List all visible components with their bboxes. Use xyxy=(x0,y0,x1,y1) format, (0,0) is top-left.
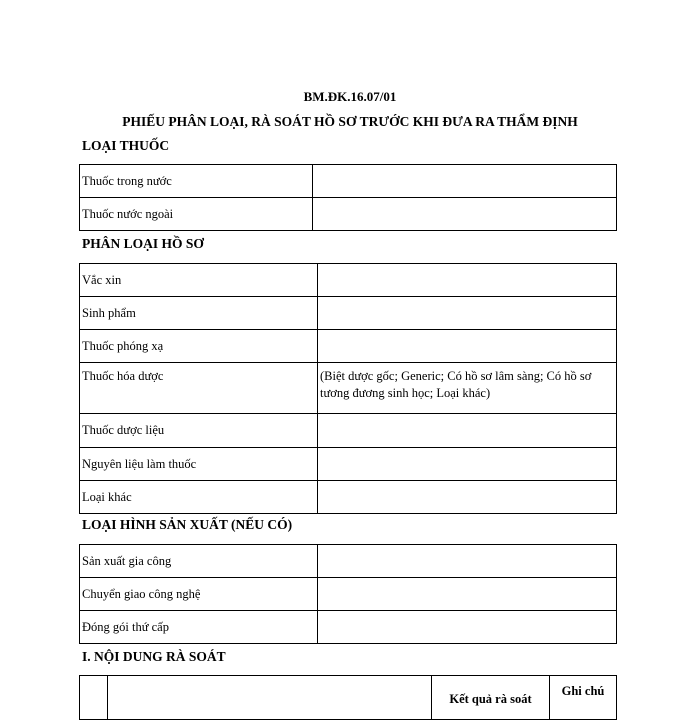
table-header-row xyxy=(80,676,617,720)
review-result-header: Kết quả rà soát xyxy=(432,676,550,720)
drug-type-label: Thuốc trong nước xyxy=(80,165,313,198)
production-type-value-field[interactable] xyxy=(318,545,617,578)
table-row xyxy=(80,481,617,514)
table-row xyxy=(80,363,617,414)
dossier-type-value-field[interactable] xyxy=(318,448,617,481)
dossier-type-table xyxy=(79,263,617,514)
dossier-type-value-field[interactable] xyxy=(318,481,617,514)
dossier-type-value-field[interactable] xyxy=(318,297,617,330)
drug-type-label: Thuốc nước ngoài xyxy=(80,198,313,231)
production-type-heading: LOẠI HÌNH SẢN XUẤT (NẾU CÓ) xyxy=(82,517,293,532)
review-table-header xyxy=(79,675,617,720)
table-row xyxy=(80,297,617,330)
form-title: PHIẾU PHÂN LOẠI, RÀ SOÁT HỒ SƠ TRƯỚC KHI ĐƯA RA THẨM ĐỊNH xyxy=(122,114,578,129)
dossier-type-label: Thuốc phóng xạ xyxy=(80,330,318,363)
drug-type-table xyxy=(79,164,617,231)
dossier-type-value-field[interactable]: (Biệt dược gốc; Generic; Có hồ sơ lâm sàng; Có hồ sơ tương đương sinh học; Loại khác) xyxy=(318,363,617,414)
drug-type-value-field[interactable] xyxy=(313,165,617,198)
table-row xyxy=(80,414,617,448)
dossier-type-value-field[interactable] xyxy=(318,414,617,448)
table-row xyxy=(80,611,617,644)
dossier-type-label: Nguyên liệu làm thuốc xyxy=(80,448,318,481)
table-row xyxy=(80,165,617,198)
review-content-heading: I. NỘI DUNG RÀ SOÁT xyxy=(82,649,226,664)
table-row xyxy=(80,448,617,481)
production-type-table xyxy=(79,544,617,644)
dossier-type-label: Thuốc dược liệu xyxy=(80,414,318,448)
review-index-cell xyxy=(80,676,108,720)
dossier-type-label: Sinh phẩm xyxy=(80,297,318,330)
production-type-label: Đóng gói thứ cấp xyxy=(80,611,318,644)
dossier-type-label: Thuốc hóa dược xyxy=(80,363,318,414)
table-row xyxy=(80,545,617,578)
dossier-type-value-field[interactable] xyxy=(318,264,617,297)
review-content-cell xyxy=(108,676,432,720)
table-row xyxy=(80,578,617,611)
drug-type-heading: LOẠI THUỐC xyxy=(82,138,170,153)
table-row xyxy=(80,198,617,231)
production-type-label: Sản xuất gia công xyxy=(80,545,318,578)
dossier-type-label: Vắc xin xyxy=(80,264,318,297)
drug-type-value-field[interactable] xyxy=(313,198,617,231)
dossier-type-heading: PHÂN LOẠI HỒ SƠ xyxy=(82,236,204,251)
table-row xyxy=(80,264,617,297)
production-type-value-field[interactable] xyxy=(318,611,617,644)
production-type-label: Chuyển giao công nghệ xyxy=(80,578,318,611)
form-code: BM.ĐK.16.07/01 xyxy=(303,89,397,104)
table-row xyxy=(80,330,617,363)
dossier-type-value-field[interactable] xyxy=(318,330,617,363)
review-note-header: Ghi chú xyxy=(550,676,617,720)
dossier-type-label: Loại khác xyxy=(80,481,318,514)
production-type-value-field[interactable] xyxy=(318,578,617,611)
